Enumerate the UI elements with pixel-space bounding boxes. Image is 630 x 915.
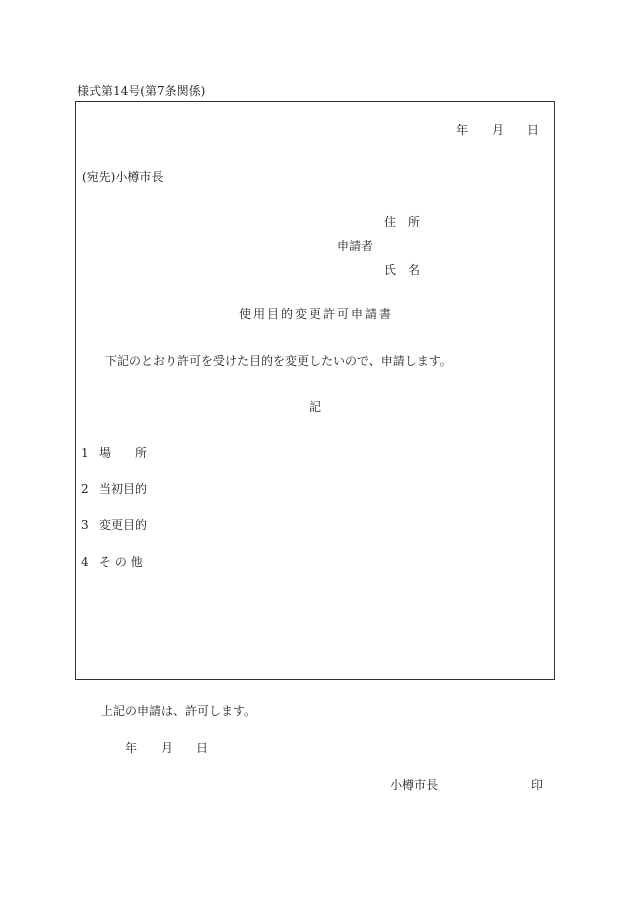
document-title: 使用目的変更許可申請書 bbox=[239, 307, 394, 321]
item-number: 2 bbox=[81, 482, 89, 496]
name-label: 氏 名 bbox=[384, 263, 421, 277]
item-number: 4 bbox=[81, 555, 89, 569]
date-year-label: 年 bbox=[456, 123, 469, 137]
address-label: 住 所 bbox=[384, 215, 421, 229]
item-label: 場 所 bbox=[99, 446, 148, 460]
seal-mark: 印 bbox=[531, 778, 544, 792]
date-day-label: 日 bbox=[527, 123, 540, 137]
mayor-signature-label: 小樽市長 bbox=[390, 778, 439, 792]
body-text: 下記のとおり許可を受けた目的を変更したいので、申請します。 bbox=[105, 354, 452, 368]
approval-day-label: 日 bbox=[196, 741, 209, 755]
approval-month-label: 月 bbox=[161, 741, 174, 755]
date-month-label: 月 bbox=[492, 123, 505, 137]
item-number: 3 bbox=[81, 518, 89, 532]
ki-heading: 記 bbox=[309, 400, 322, 414]
item-label: 当初目的 bbox=[99, 482, 148, 496]
application-form-box bbox=[75, 101, 555, 680]
form-number: 様式第14号(第7条関係) bbox=[77, 84, 206, 98]
item-number: 1 bbox=[81, 446, 89, 460]
approval-year-label: 年 bbox=[125, 741, 138, 755]
approval-text: 上記の申請は、許可します。 bbox=[101, 704, 257, 718]
item-label: 変更目的 bbox=[99, 518, 148, 532]
addressee: (宛先)小樽市長 bbox=[82, 170, 164, 184]
item-label: そ の 他 bbox=[99, 555, 143, 569]
applicant-label: 申請者 bbox=[337, 239, 374, 253]
